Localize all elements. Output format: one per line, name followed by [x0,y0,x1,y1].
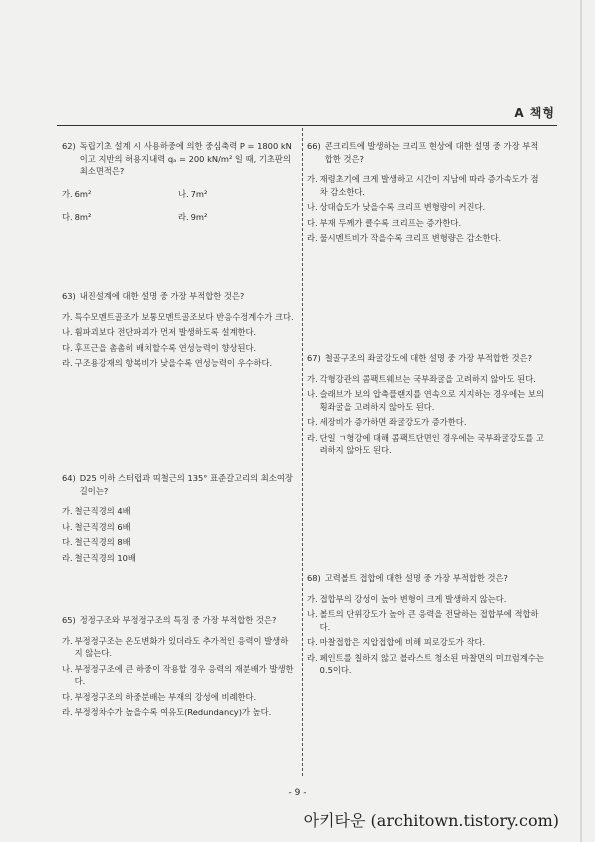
page-number: - 9 - [288,788,307,798]
option-ra[interactable]: 라. 페인트를 칠하지 않고 블라스트 청소된 마찰면의 미끄럼계수는 0.5이다. [307,652,544,675]
question-text: 콘크리트에 발생하는 크리프 현상에 대한 설명 중 가장 부적합한 것은? [324,141,539,164]
question-number: 68) [307,573,321,583]
question-number: 62) [62,141,76,151]
question-66 [307,140,545,248]
option-list [62,505,294,564]
option-ra[interactable]: 라. 단일 ㄱ형강에 대해 콤팩트단면인 경우에는 국부좌굴강도를 고려하지 않아도 된다. [307,432,544,455]
option-na[interactable]: 나. 부정정구조에 큰 하중이 작용할 경우 응력의 재분배가 발생한다. [62,663,294,686]
option-list [62,635,294,719]
question-number: 64) [62,473,76,483]
option-list [307,373,545,457]
question-number: 67) [307,353,321,363]
question-text: 고력볼트 접합에 대한 설명 중 가장 부적합한 것은? [324,573,508,583]
question-68 [307,572,545,680]
option-na[interactable]: 나. 휨파괴보다 전단파괴가 먼저 발생하도록 설계한다. [62,327,257,337]
option-da[interactable]: 다. 철근직경의 8배 [62,537,131,547]
option-da[interactable]: 다. 후프근을 촘촘히 배치할수록 연성능력이 향상된다. [62,342,257,353]
option-list [62,311,294,370]
option-na[interactable]: 나. 철근직경의 6배 [62,521,131,532]
option-list [62,188,294,227]
header-rule [57,125,557,126]
option-da[interactable]: 다. 8m² [62,212,92,222]
question-64 [62,472,294,567]
option-ra[interactable]: 라. 구조용강재의 항복비가 낮을수록 연성능력이 우수하다. [62,358,273,368]
option-list [307,593,545,677]
option-da[interactable]: 다. 부재 두께가 클수록 크리프는 증가한다. [307,217,462,228]
site-watermark: 아키타운 (architown.tistory.com) [303,811,559,830]
option-ga[interactable]: 가. 접합부의 강성이 높아 변형이 크게 발생하지 않는다. [307,593,507,604]
question-text: 철골구조의 좌굴강도에 대한 설명 중 가장 부적합한 것은? [324,353,533,363]
question-63 [62,290,294,373]
option-ra[interactable]: 라. 부정정차수가 높을수록 여유도(Redundancy)가 높다. [62,707,272,717]
page-edge [580,0,582,842]
option-ga[interactable]: 가. 재령초기에 크게 발생하고 시간이 지남에 따라 증가속도가 점차 감소한다. [307,174,539,197]
column-divider [302,128,303,776]
question-text: 정정구조와 부정정구조의 특징 중 가장 부적합한 것은? [79,615,277,625]
option-ga[interactable]: 가. 부정정구조는 온도변화가 있더라도 추가적인 응력이 발생하지 않는다. [62,635,289,658]
option-da[interactable]: 다. 세장비가 증가하면 좌굴강도가 증가한다. [307,417,467,427]
option-ra[interactable]: 라. 철근직경의 10배 [62,552,136,563]
option-na[interactable]: 나. 상대습도가 낮을수록 크리프 변형량이 커진다. [307,202,486,212]
question-text: 독립기초 설계 시 사용하중에 의한 중심축력 P = 1800 kN 이고 지반의 허용지내력 qₐ = 200 kN/m² 일 때, 기초판의 최소면적은? [79,141,292,176]
question-62 [62,140,294,227]
question-text: 내진설계에 대한 설명 중 가장 부적합한 것은? [79,291,245,301]
question-67 [307,352,545,460]
option-ga[interactable]: 가. 특수모멘트골조가 보통모멘트골조보다 반응수정계수가 크다. [62,311,294,322]
question-number: 65) [62,615,76,625]
question-65 [62,614,294,722]
booklet-type-header: A 책형 [514,106,555,120]
question-number: 63) [62,291,76,301]
option-ga[interactable]: 가. 6m² [62,188,92,199]
option-na[interactable]: 나. 7m² [178,188,208,199]
option-list [307,173,545,245]
option-ra[interactable]: 라. 물시멘트비가 작을수록 크리프 변형량은 감소한다. [307,233,502,243]
question-number: 66) [307,141,321,151]
option-da[interactable]: 다. 부정정구조의 하중분배는 부재의 강성에 비례한다. [62,691,257,702]
option-ra[interactable]: 라. 9m² [178,212,208,222]
option-na[interactable]: 나. 볼트의 단위강도가 높아 큰 응력을 전달하는 접합부에 적합하다. [307,609,539,632]
option-na[interactable]: 나. 슬래브가 보의 압축플랜지를 연속으로 지지하는 경우에는 보의 횡좌굴을 고려하지 않아도 된다. [307,389,544,412]
question-text: D25 이하 스터럽과 띠철근의 135° 표준갈고리의 최소여장길이는? [79,473,293,496]
option-da[interactable]: 다. 마찰접합은 지압접합에 비해 피로강도가 작다. [307,637,486,647]
option-ga[interactable]: 가. 각형강관의 콤팩트웨브는 국부좌굴을 고려하지 않아도 된다. [307,373,536,384]
option-ga[interactable]: 가. 철근직경의 4배 [62,506,131,516]
